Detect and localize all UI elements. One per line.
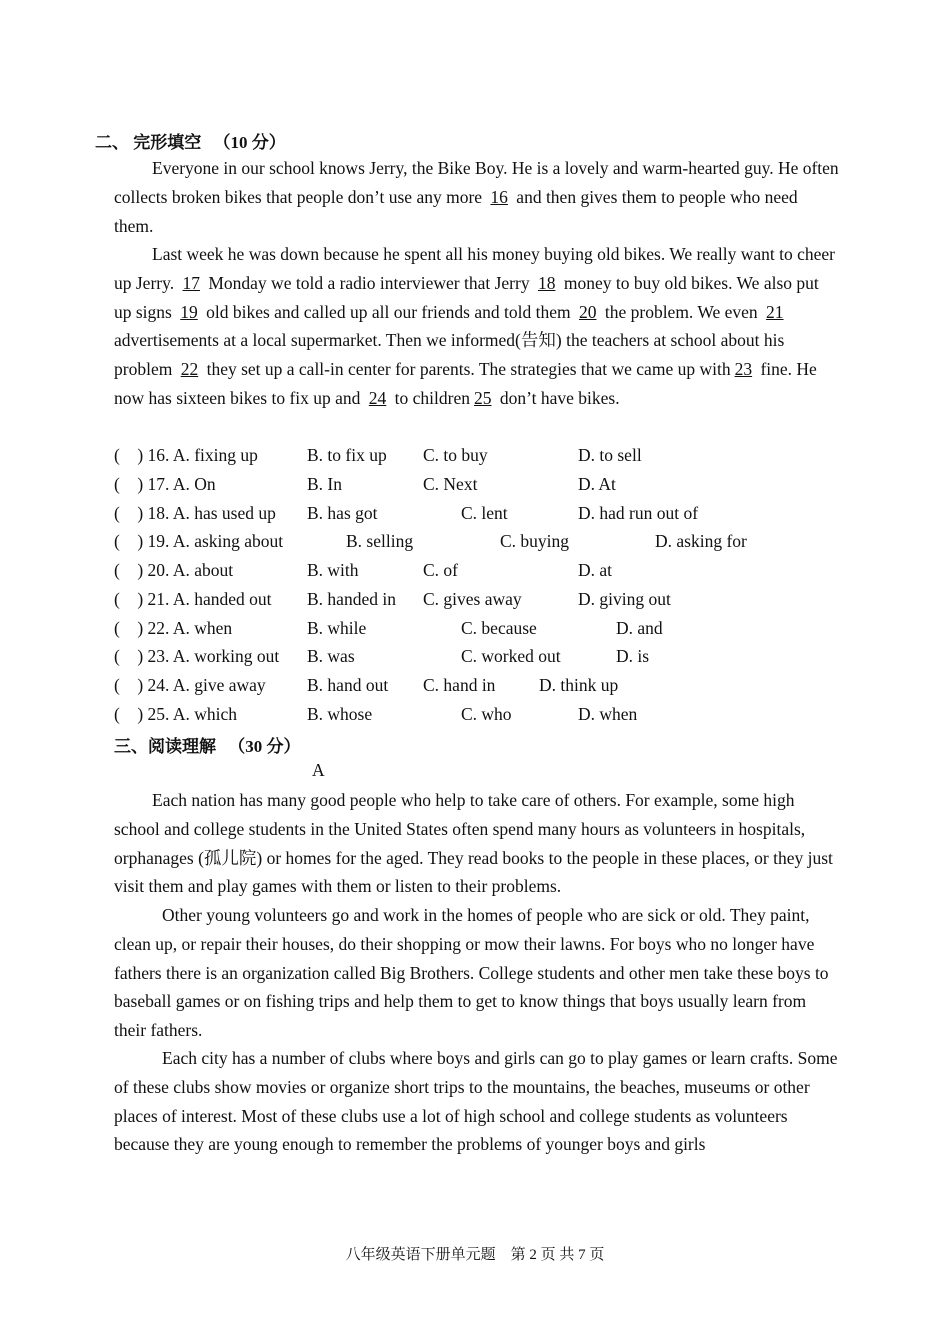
option-b: B. In — [307, 474, 342, 494]
option-d: D. is — [616, 646, 650, 666]
option-d: D. giving out — [578, 589, 671, 609]
reading-paragraph-3: Each city has a number of clubs where boys and girls can go to play games or learn crafts. Some of these clubs show movies or organize short trips to the mountains, the beaches, museums or other places of interest. Most of these clubs use a lot of high school and college students as volunteers because they are young enough to remember the problems of younger boys and girls — [114, 1048, 838, 1155]
option-d: D. to sell — [578, 445, 642, 465]
option-c: C. because — [461, 618, 537, 638]
cloze-text: Everyone in our school knows Jerry, the Bike Boy. He is a lovely and warm-hearted guy. He often collects broken bikes that people don’t use any more — [114, 158, 839, 207]
cloze-text: fine. He now has sixteen bikes to fix up and — [114, 359, 817, 408]
question-stem: ( ) 20. A. about — [114, 560, 234, 580]
option-b: B. has got — [307, 503, 378, 523]
option-b: B. hand out — [307, 675, 389, 695]
cloze-blank-18: 18 — [537, 272, 556, 293]
option-c: C. worked out — [461, 646, 561, 666]
option-d: D. think up — [539, 675, 619, 695]
cloze-blank-19: 19 — [180, 301, 198, 322]
section2-title: 二、 完形填空 — [95, 133, 202, 152]
option-c: C. who — [461, 704, 512, 724]
section3-heading — [114, 732, 301, 757]
option-c: C. Next — [423, 474, 478, 494]
question-stem: ( ) 23. A. working out — [114, 646, 280, 666]
option-b: B. handed in — [307, 589, 396, 609]
question-stem: ( ) 22. A. when — [114, 618, 233, 638]
section2-score: （10 分） — [213, 133, 286, 152]
cloze-text: money to buy old bikes. We also put up signs — [114, 272, 819, 322]
option-c: C. hand in — [423, 675, 496, 695]
cloze-blank-25: 25 — [474, 387, 492, 408]
question-stem: ( ) 24. A. give away — [114, 675, 266, 695]
cloze-text: don’t have bikes. — [495, 387, 620, 408]
cloze-blank-24: 24 — [368, 387, 387, 408]
option-d: D. at — [578, 560, 613, 580]
option-b: B. with — [307, 560, 359, 580]
reading-paragraph-1: Each nation has many good people who help to take care of others. For example, some high school and college students in the United States often spend many hours as volunteers in hospitals, orphanages (孤儿院) or homes for the aged. They read books to the people in these places, or they just visit them and play games with them or listen to their problems. — [114, 790, 833, 897]
option-b: B. to fix up — [307, 445, 387, 465]
option-c: C. gives away — [423, 589, 522, 609]
question-stem: ( ) 17. A. On — [114, 474, 216, 494]
question-stem: ( ) 18. A. has used up — [114, 503, 276, 523]
cloze-blank-21: 21 — [766, 301, 784, 322]
question-stem: ( ) 19. A. asking about — [114, 531, 284, 551]
option-d: D. had run out of — [578, 503, 699, 523]
option-c: C. of — [423, 560, 458, 580]
cloze-text: the problem. We even — [600, 301, 763, 322]
option-b: B. selling — [346, 531, 414, 551]
option-c: C. lent — [461, 503, 508, 523]
cloze-text: Monday we told a radio interviewer that Jerry — [203, 272, 534, 293]
option-d: D. and — [616, 618, 663, 638]
option-c: C. buying — [500, 531, 570, 551]
question-stem: ( ) 25. A. which — [114, 704, 237, 724]
option-b: B. while — [307, 618, 367, 638]
cloze-blank-23: 23 — [734, 359, 753, 380]
cloze-blank-17: 17 — [182, 272, 200, 293]
cloze-blank-20: 20 — [578, 301, 597, 322]
cloze-text: and then gives them to people who need them. — [114, 186, 798, 236]
page-footer: 八年级英语下册单元题 第 2 页 共 7 页 — [345, 1247, 605, 1263]
cloze-paragraph-2 — [114, 240, 840, 413]
option-c: C. to buy — [423, 445, 488, 465]
section2-heading — [95, 128, 286, 153]
cloze-paragraph-1 — [114, 154, 840, 240]
cloze-text: Last week he was down because he spent all his money buying old bikes. We really want to cheer up Jerry. — [114, 244, 836, 293]
option-b: B. was — [307, 646, 355, 666]
option-d: D. asking for — [655, 531, 747, 551]
cloze-text: they set up a call-in center for parents. The strategies that we came up with — [202, 359, 731, 380]
cloze-blank-16: 16 — [490, 186, 508, 207]
question-stem: ( ) 16. A. fixing up — [114, 445, 258, 465]
cloze-text: advertisements at a local supermarket. Then we informed(告知) the teachers at school about his problem — [114, 330, 785, 380]
passage-label: A — [312, 760, 325, 780]
section3-score: （30 分） — [228, 737, 301, 756]
option-b: B. whose — [307, 704, 373, 724]
reading-paragraph-2: Other young volunteers go and work in the homes of people who are sick or old. They paint, clean up, or repair their houses, do their shopping or mow their lawns. For boys who no longer have fathers there is an organization called Big Brothers. College students and other men take these boys to baseball games or on fishing trips and help them to get to know things that boys usually learn from their fathers. — [114, 905, 829, 1041]
cloze-text: to children — [390, 387, 470, 408]
cloze-text: old bikes and called up all our friends and told them — [201, 301, 575, 322]
section3-title: 三、阅读理解 — [114, 737, 216, 756]
option-d: D. when — [578, 704, 638, 724]
option-d: D. At — [578, 474, 616, 494]
question-stem: ( ) 21. A. handed out — [114, 589, 272, 609]
cloze-blank-22: 22 — [180, 359, 199, 380]
